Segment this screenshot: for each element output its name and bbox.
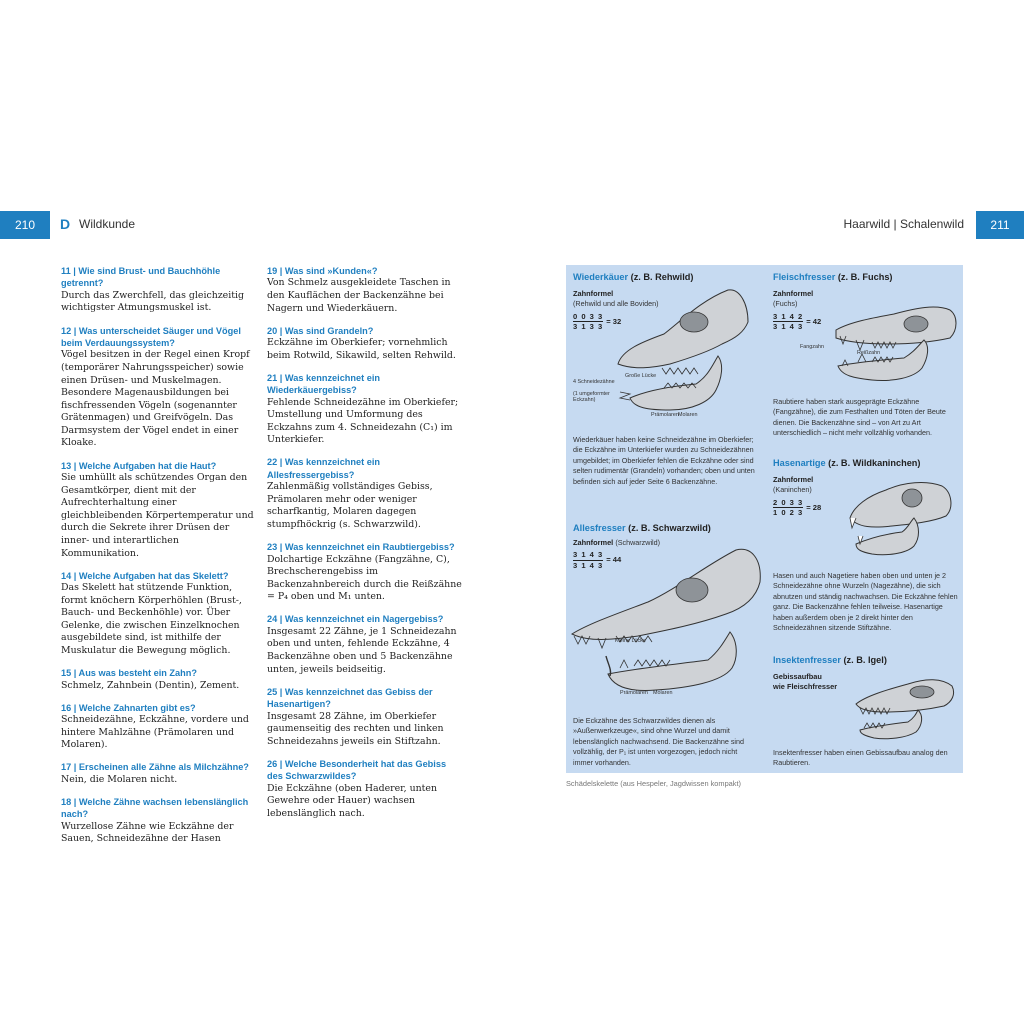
ruminant-title: Wiederkäuer: [573, 272, 629, 282]
formula-bottom: 1 0 2 3: [773, 508, 804, 518]
qa-item: [267, 456, 463, 531]
label-molars: Molaren: [653, 690, 673, 696]
qa-item: [267, 613, 463, 676]
answer: Zahlenmäßig vollständiges Gebiss, Prämolaren mehr oder weniger scharfkantig, Molaren dagegen stumpfhöckrig (s. Schwarzwild).: [267, 481, 433, 531]
formula-bottom: 3 1 4 3: [573, 561, 604, 570]
formula-top: 3 1 4 2: [773, 311, 804, 321]
answer: Sie umhüllt als schützendes Organ den Gesamtkörper, dient mit der Aufrechterhaltung einer gleichbleibenden Körpertemperatur und durch die Sekrete ihrer Drüsen der inner- und interartlichen Kommunikation.: [61, 471, 254, 559]
question: 11 | Wie sind Brust- und Bauchhöhle getrennt?: [61, 266, 221, 289]
formula-top: 2 0 3 3: [773, 497, 804, 507]
question: 13 | Welche Aufgaben hat die Haut?: [61, 460, 217, 471]
chapter-letter: D: [60, 216, 71, 232]
formula-result: = 32: [606, 316, 622, 326]
ruminant-formula-label: Zahnformel: [573, 289, 614, 298]
question: 21 | Was kennzeichnet ein Wiederkäuergebiss?: [267, 372, 381, 396]
lagomorph-formula: [773, 498, 821, 518]
question: 16 | Welche Zahnarten gibt es?: [61, 702, 196, 713]
question: 17 | Erscheinen alle Zähne als Milchzähne?: [61, 762, 249, 773]
label-premolars: Prämolaren: [620, 690, 648, 696]
label-incisors: 4 Schneidezähne: [573, 379, 615, 385]
answer: Nein, die Molaren nicht.: [61, 773, 178, 785]
qa-item: [61, 265, 257, 315]
carnivore-formula-sub: (Fuchs): [773, 299, 798, 309]
insectivore-example: (z. B. Igel): [843, 655, 887, 665]
omnivore-description: Die Eckzähne des Schwarzwildes dienen als »Außenwerkzeuge«, sind ohne Wurzel und damit lebenslänglich nachwachsend. Die Backenzähne sind vollzählig, der P₁ ist unten vorgezogen, jedoch nicht immer vorhanden.: [573, 716, 745, 767]
carnivore-title: Fleischfresser: [773, 272, 836, 282]
qa-item: [61, 570, 257, 658]
answer: Die Eckzähne (oben Haderer, unten Gewehre oder Hauer) wachsen lebenslänglich nach.: [267, 782, 438, 819]
omnivore-formula-sub: (Schwarzwild): [615, 538, 661, 547]
lagomorph-formula-sub: (Kaninchen): [773, 485, 812, 495]
wild-boar-skull-illustration: [568, 544, 764, 704]
carnivore-example: (z. B. Fuchs): [837, 272, 893, 282]
qa-item: [61, 796, 257, 846]
formula-bottom: 3 1 3 3: [573, 322, 604, 332]
label-molars: Molaren: [678, 412, 698, 418]
question: 15 | Aus was besteht ein Zahn?: [61, 668, 197, 679]
ruminant-description: Wiederkäuer haben keine Schneidezähne im Oberkiefer; die Eckzähne im Unterkiefer wurden zu Schneidezähnen umgebildet; im Oberkiefer fehlen die Eckzähne oder sind selten rudimentär (Grandeln) vorhanden; oben und unten befinden sich auf jeder Seite 6 Backenzähne.: [573, 435, 755, 486]
ruminant-example: (z. B. Rehwild): [630, 272, 694, 282]
label-carnassial: Reißzahn: [857, 350, 881, 356]
insectivore-description: Insektenfresser haben einen Gebissaufbau analog den Raubtieren.: [773, 748, 948, 768]
question: 24 | Was kennzeichnet ein Nagergebiss?: [267, 614, 444, 625]
omnivore-example: (z. B. Schwarzwild): [628, 523, 711, 533]
qa-item: [267, 325, 463, 363]
question: 19 | Was sind »Kunden«?: [267, 266, 378, 276]
qa-item: [267, 758, 463, 821]
question: 20 | Was sind Grandeln?: [267, 325, 374, 336]
question: 14 | Welche Aufgaben hat das Skelett?: [61, 570, 229, 581]
answer: Eckzähne im Oberkiefer; vornehmlich beim Rotwild, Sikawild, selten Rehwild.: [267, 337, 456, 361]
label-premolars: Prämolaren: [651, 412, 679, 418]
right-page-number: 211: [976, 211, 1024, 239]
chapter-title: Wildkunde: [79, 217, 136, 231]
label-canine: (1 umgeformter Eckzahn): [573, 391, 610, 403]
qa-item: [61, 761, 257, 786]
label-large-gap: Große Lücke: [625, 373, 657, 379]
qa-item: [61, 325, 257, 451]
carnivore-formula: [773, 312, 821, 332]
answer: Fehlende Schneidezähne im Oberkiefer; Umstellung und Umformung des Eckzahns zum 4. Schneidezahn (C₁) im Unterkiefer.: [267, 396, 459, 446]
answer: Von Schmelz ausgekleidete Taschen in den Kauflächen der Backenzähne bei Nagern und Wiederkäuern.: [267, 277, 451, 314]
figure-caption: Schädelskelette (aus Hespeler, Jagdwissen kompakt): [566, 779, 742, 788]
question: 25 | Was kennzeichnet das Gebiss der Hasenartigen?: [267, 686, 433, 710]
rabbit-skull-illustration: [846, 476, 956, 562]
answer: Durch das Zwerchfell, das gleichzeitig wichtigster Atmungsmuskel ist.: [61, 289, 244, 314]
ruminant-formula-sub: (Rehwild und alle Boviden): [573, 299, 659, 309]
label-fang-tooth: Fangzahn: [800, 344, 824, 350]
answer: Schneidezähne, Eckzähne, vordere und hintere Mahlzähne (Prämolaren und Molaren).: [61, 714, 249, 751]
question: 18 | Welche Zähne wachsen lebenslänglich nach?: [61, 796, 249, 820]
answer: Insgesamt 28 Zähne, im Oberkiefer gaumenseitig des rechten und linken Schneidezahns jeweils ein Stiftzahn.: [267, 710, 444, 747]
qa-item: [267, 265, 463, 315]
formula-result: = 44: [606, 555, 622, 565]
roe-deer-skull-illustration: [612, 286, 752, 426]
formula-result: = 42: [806, 316, 822, 326]
questions-column-2: [267, 265, 463, 830]
insectivore-title: Insektenfresser: [773, 655, 841, 665]
question: 26 | Welche Besonderheit hat das Gebiss des Schwarzwildes?: [267, 758, 447, 782]
lagomorph-formula-label: Zahnformel: [773, 475, 814, 484]
insectivore-formula-label: Gebissaufbau: [773, 672, 822, 681]
left-page-number: 210: [0, 211, 50, 239]
questions-column-1: [61, 265, 257, 855]
qa-item: [61, 702, 257, 752]
answer: Vögel besitzen in der Regel einen Kropf (temporärer Nahrungsspeicher) sowie einen Drüsen- und Muskelmagen. Besondere Magenausbildungen bei fischfressenden Vögeln (sogenannter Grätenmagen) und Greifvögeln. Das Darmsystem der Vögel endet in einer Kloake.: [61, 349, 250, 449]
answer: Das Skelett hat stützende Funktion, formt knöchern Körperhöhlen (Brust-, Bauch- und Beckenhöhle) vor. Über Gelenke, die zwischen Einzelknochen ausgebildete sind, ist mithilfe der Muskulatur die Bewegung möglich.: [61, 582, 242, 656]
fox-skull-illustration: [832, 300, 960, 390]
right-running-title: Haarwild | Schalenwild: [843, 217, 964, 231]
omnivore-title: Allesfresser: [573, 523, 626, 533]
qa-item: [267, 686, 463, 749]
running-header: [0, 211, 1024, 239]
question: 23 | Was kennzeichnet ein Raubtiergebiss?: [267, 542, 455, 553]
formula-top: 0 0 3 3: [573, 311, 604, 321]
insectivore-formula-sub: wie Fleischfresser: [773, 682, 838, 692]
formula-result: = 28: [806, 502, 822, 512]
lagomorph-example: (z. B. Wildkaninchen): [828, 458, 921, 468]
answer: Wurzellose Zähne wie Eckzähne der Sauen, Schneidezähne der Hasen: [61, 820, 234, 845]
carnivore-formula-label: Zahnformel: [773, 289, 814, 298]
answer: Schmelz, Zahnbein (Dentin), Zement.: [61, 679, 240, 691]
formula-top: 3 1 4 3: [573, 550, 604, 560]
label-small-gap: Kleine Lücke: [615, 638, 646, 644]
question: 12 | Was unterscheidet Säuger und Vögel beim Verdauungssystem?: [61, 325, 241, 348]
answer: Insgesamt 22 Zähne, je 1 Schneidezahn oben und unten, fehlende Eckzähne, 4 Backenzähne oben und 5 Backenzähne unten, jeweils beidseitig.: [267, 625, 457, 675]
carnivore-description: Raubtiere haben stark ausgeprägte Eckzähne (Fangzähne), die zum Festhalten und Töten der Beute dienen. Die Backenzähne sind – von Art zu Art unterschiedlich – nicht mehr vollzählig vorhanden.: [773, 397, 946, 438]
qa-item: [267, 541, 463, 604]
answer: Dolchartige Eckzähne (Fangzähne, C), Brechscherengebiss im Backenzahnbereich durch die Reißzähne = P₄ oben und M₁ unten.: [267, 553, 462, 603]
formula-bottom: 3 1 4 3: [773, 322, 804, 332]
qa-item: [61, 460, 257, 561]
hedgehog-skull-illustration: [852, 672, 956, 742]
qa-item: [61, 667, 257, 692]
lagomorph-title: Hasenartige: [773, 458, 826, 468]
omnivore-formula-label-text: Zahnformel: [573, 538, 614, 547]
qa-item: [267, 372, 463, 447]
lagomorph-description: Hasen und auch Nagetiere haben oben und unten je 2 Schneidezähne ohne Wurzeln (Nagezähne), die sich abnutzen und ständig nachwachsen. Die Eckzähne fehlen ganz. Die Backenzähne fehlen teilweise. Hasenartige haben außerdem oben je 2 direkt hinter den Schneidezähnen sitzende Stiftzähne.: [773, 571, 958, 633]
question: 22 | Was kennzeichnet ein Allesfressergebiss?: [267, 457, 381, 480]
